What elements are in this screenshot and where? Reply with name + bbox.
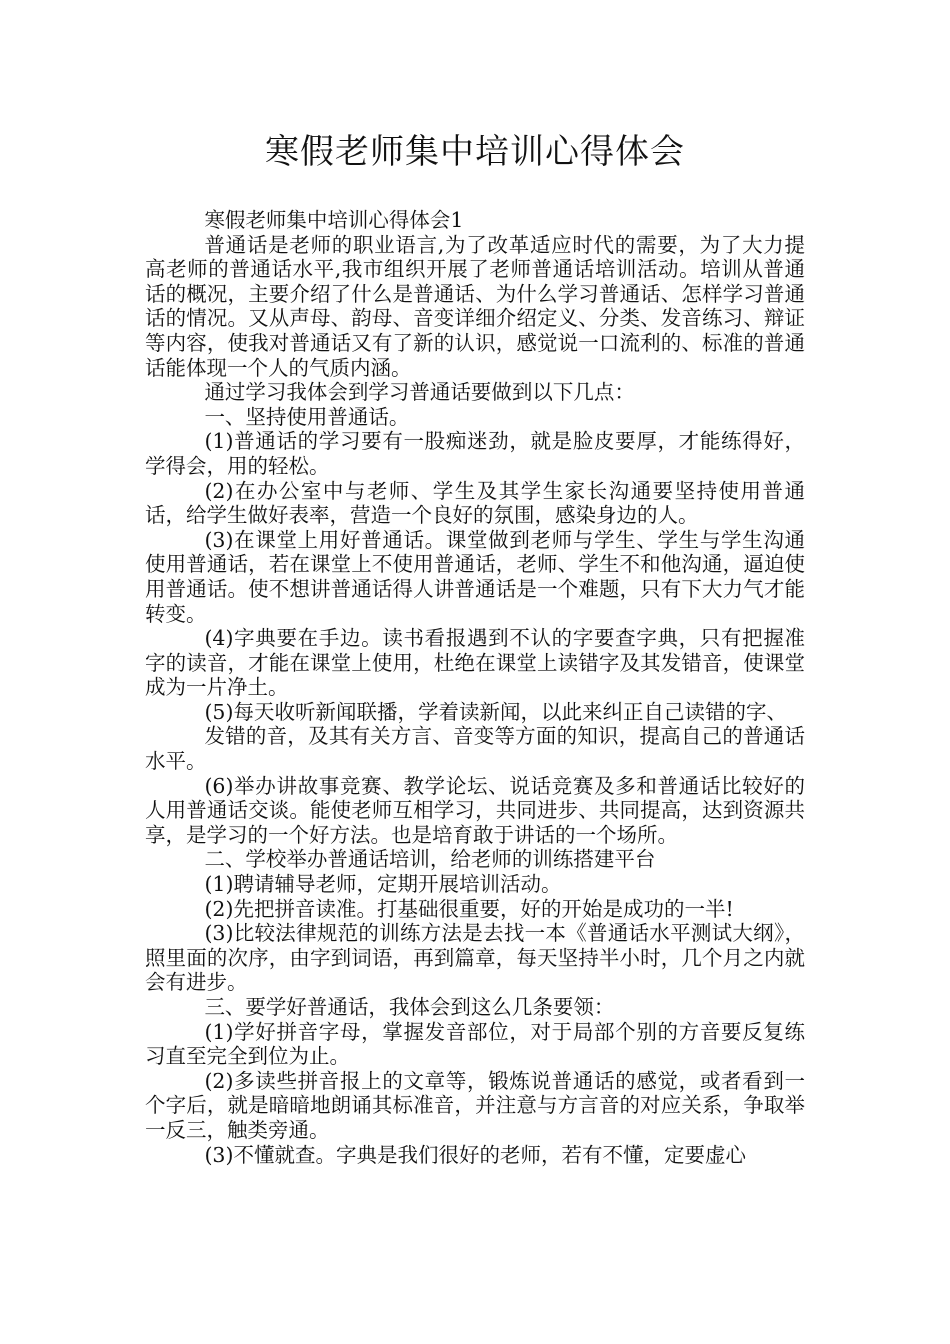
section-heading: 寒假老师集中培训心得体会1 — [204, 208, 464, 232]
list-item: (5)每天收听新闻联播，学着读新闻，以此来纠正自己读错的字、 — [204, 699, 787, 724]
paragraph: 发错的音，及其有关方言、音变等方面的知识，提高自己的普通话水平。 — [145, 724, 805, 774]
list-item: (2)先把拼音读准。打基础很重要，好的开始是成功的一半! — [204, 896, 734, 921]
subheading: 二、学校举办普通话培训，给老师的训练搭建平台 — [204, 847, 656, 872]
list-item: (3)在课堂上用好普通话。课堂做到老师与学生、学生与学生沟通使用普通话，若在课堂上不使用普通话，老师、学生不和他沟通，逼迫使用普通话。使不想讲普通话得人讲普通话是一个难题，只有下大力气才能转变。 — [145, 527, 805, 626]
list-item: (2)多读些拼音报上的文章等，锻炼说普通话的感觉，或者看到一个字后，就是暗暗地朗诵其标准音，并注意与方言音的对应关系，争取举一反三，触类旁通。 — [145, 1068, 805, 1142]
list-item: (3)不懂就查。字典是我们很好的老师，若有不懂，定要虚心 — [204, 1142, 746, 1167]
list-item: (6)举办讲故事竞赛、教学论坛、说话竞赛及多和普通话比较好的人用普通话交谈。能使老师互相学习，共同进步、共同提高，达到资源共享，是学习的一个好方法。也是培育敢于讲话的一个场所。 — [145, 773, 805, 847]
list-item: (2)在办公室中与老师、学生及其学生家长沟通要坚持使用普通话，给学生做好表率，营造一个良好的氛围，感染身边的人。 — [145, 478, 805, 528]
paragraph: 普通话是老师的职业语言,为了改革适应时代的需要，为了大力提高老师的普通话水平,我市组织开展了老师普通话培训活动。培训从普通话的概况，主要介绍了什么是普通话、为什么学习普通话、怎样学习普通话的情况。又从声母、韵母、音变详细介绍定义、分类、发音练习、辩证等内容，使我对普通话又有了新的认识，感觉说一口流利的、标准的普通话能体现一个人的气质内涵。 — [145, 232, 805, 380]
list-item: (1)学好拼音字母，掌握发音部位，对于局部个别的方音要反复练习直至完全到位为止。 — [145, 1019, 805, 1069]
list-item: (1)聘请辅导老师，定期开展培训活动。 — [204, 872, 562, 897]
document-title: 寒假老师集中培训心得体会 — [265, 132, 685, 172]
list-item: (4)字典要在手边。读书看报遇到不认的字要查字典，只有把握准字的读音，才能在课堂上使用，杜绝在课堂上读错字及其发错音，使课堂成为一片净土。 — [145, 626, 805, 700]
list-item: (3)比较法律规范的训练方法是去找一本《普通话水平测试大纲》，照里面的次序，由字到词语，再到篇章，每天坚持半小时，几个月之内就会有进步。 — [145, 921, 805, 995]
list-item: (1)普通话的学习要有一股痴迷劲，就是脸皮要厚，才能练得好，学得会，用的轻松。 — [145, 429, 805, 478]
subheading: 三、要学好普通话，我体会到这么几条要领： — [204, 995, 615, 1019]
subheading: 一、坚持使用普通话。 — [204, 404, 410, 429]
paragraph: 通过学习我体会到学习普通话要做到以下几点： — [204, 380, 635, 405]
document-page — [145, 118, 805, 1167]
document-body — [145, 208, 805, 1167]
